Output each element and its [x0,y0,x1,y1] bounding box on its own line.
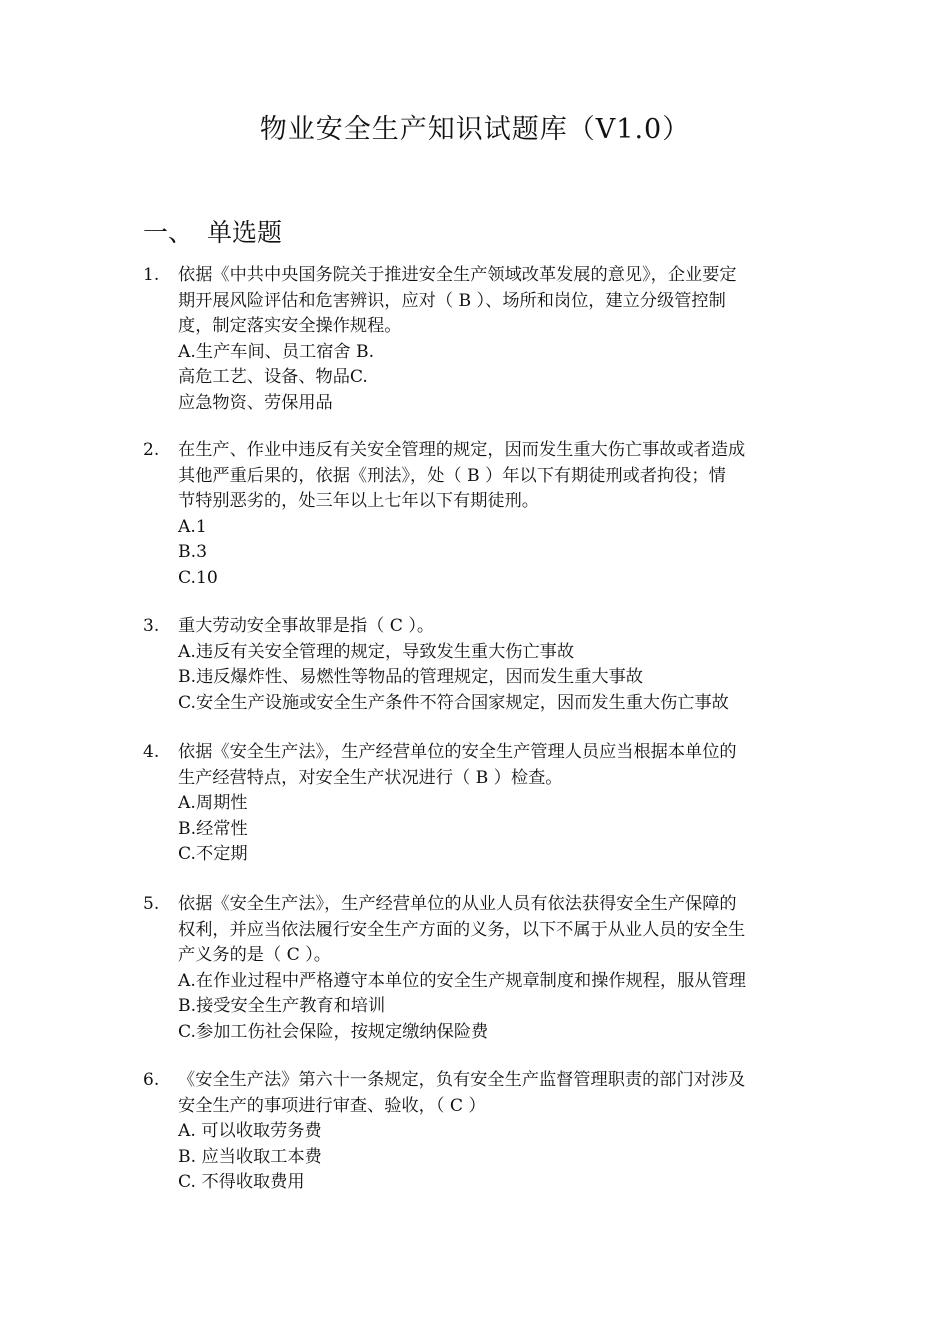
question-text-line: 期开展风险评估和危害辨识，应对（ B ）、场所和岗位，建立分级管控制 [178,290,726,311]
question-text [178,740,813,791]
answer-option: C.参加工伤社会保险，按规定缴纳保险费 [178,1021,489,1042]
question-text-line: 依据《中共中央国务院关于推进安全生产领域改革发展的意见》，企业要定 [178,265,737,285]
question-text [178,1068,813,1119]
question-number: 1. [143,265,160,285]
question-text-line: 产义务的是（ C ）。 [178,945,331,965]
answer-option: B.经常性 [178,818,248,839]
answer-option: C.10 [178,567,218,588]
answer-option: A.1 [178,516,207,537]
question-item [143,892,813,1045]
question-item [143,438,813,591]
question-item [143,614,813,716]
answer-option: B.接受安全生产教育和培训 [178,996,386,1016]
answer-option: C.安全生产设施或安全生产条件不符合国家规定，因而发生重大伤亡事故 [178,692,729,713]
answer-option: A.生产车间、员工宿舍 B. [178,341,375,362]
section-title: 单选题 [207,218,283,247]
question-number: 4. [143,742,160,762]
question-text-line: 其他严重后果的，依据《刑法》，处（ B ）年以下有期徒刑或者拘役；情 [178,465,726,486]
question-text-line: 安全生产的事项进行审查、验收，（ C ） [178,1095,486,1116]
question-item [143,263,813,416]
question-text [178,892,813,969]
question-text-line: 依据《安全生产法》，生产经营单位的安全生产管理人员应当根据本单位的 [178,742,737,762]
answer-option: B.3 [178,542,208,562]
question-item [143,1068,813,1196]
answer-option: C. 不得收取费用 [178,1172,305,1192]
question-number: 3. [143,616,160,636]
answer-option: A.违反有关安全管理的规定，导致发生重大伤亡事故 [178,641,575,662]
question-text-line: 生产经营特点，对安全生产状况进行（ B ）检查。 [178,767,563,788]
question-text-line: 度，制定落实安全操作规程。 [178,316,402,336]
answer-option: A.周期性 [178,793,248,813]
question-text [178,438,813,515]
question-number: 5. [143,894,160,914]
answer-option: B.违反爆炸性、易燃性等物品的管理规定，因而发生重大事故 [178,667,643,687]
question-text-line: 依据《安全生产法》，生产经营单位的从业人员有依法获得安全生产保障的 [178,894,737,914]
answer-option: A. 可以收取劳务费 [178,1121,322,1141]
question-text [178,614,813,640]
question-item [143,740,813,868]
section-number: 一、 [143,218,194,247]
question-text-line: 节特别恶劣的，处三年以上七年以下有期徒刑。 [178,491,539,511]
answer-option: A.在作业过程中严格遵守本单位的安全生产规章制度和操作规程，服从管理 [178,970,746,991]
document-title: 物业安全生产知识试题库（V1.0） [259,114,691,145]
question-text [178,263,813,340]
section-heading [143,216,282,250]
answer-option: C.不定期 [178,844,248,864]
question-text-line: 权利，并应当依法履行安全生产方面的义务，以下不属于从业人员的安全生 [178,919,746,940]
answer-option: 应急物资、劳保用品 [178,392,333,413]
question-text-line: 重大劳动安全事故罪是指（ C ）。 [178,616,435,636]
question-text-line: 《安全生产法》第六十一条规定，负有安全生产监督管理职责的部门对涉及 [178,1070,746,1090]
question-number: 2. [143,440,160,460]
answer-option: B. 应当收取工本费 [178,1146,322,1167]
question-text-line: 在生产、作业中违反有关安全管理的规定，因而发生重大伤亡事故或者造成 [178,440,746,460]
question-number: 6. [143,1070,160,1090]
answer-option: 高危工艺、设备、物品C. [178,367,368,387]
